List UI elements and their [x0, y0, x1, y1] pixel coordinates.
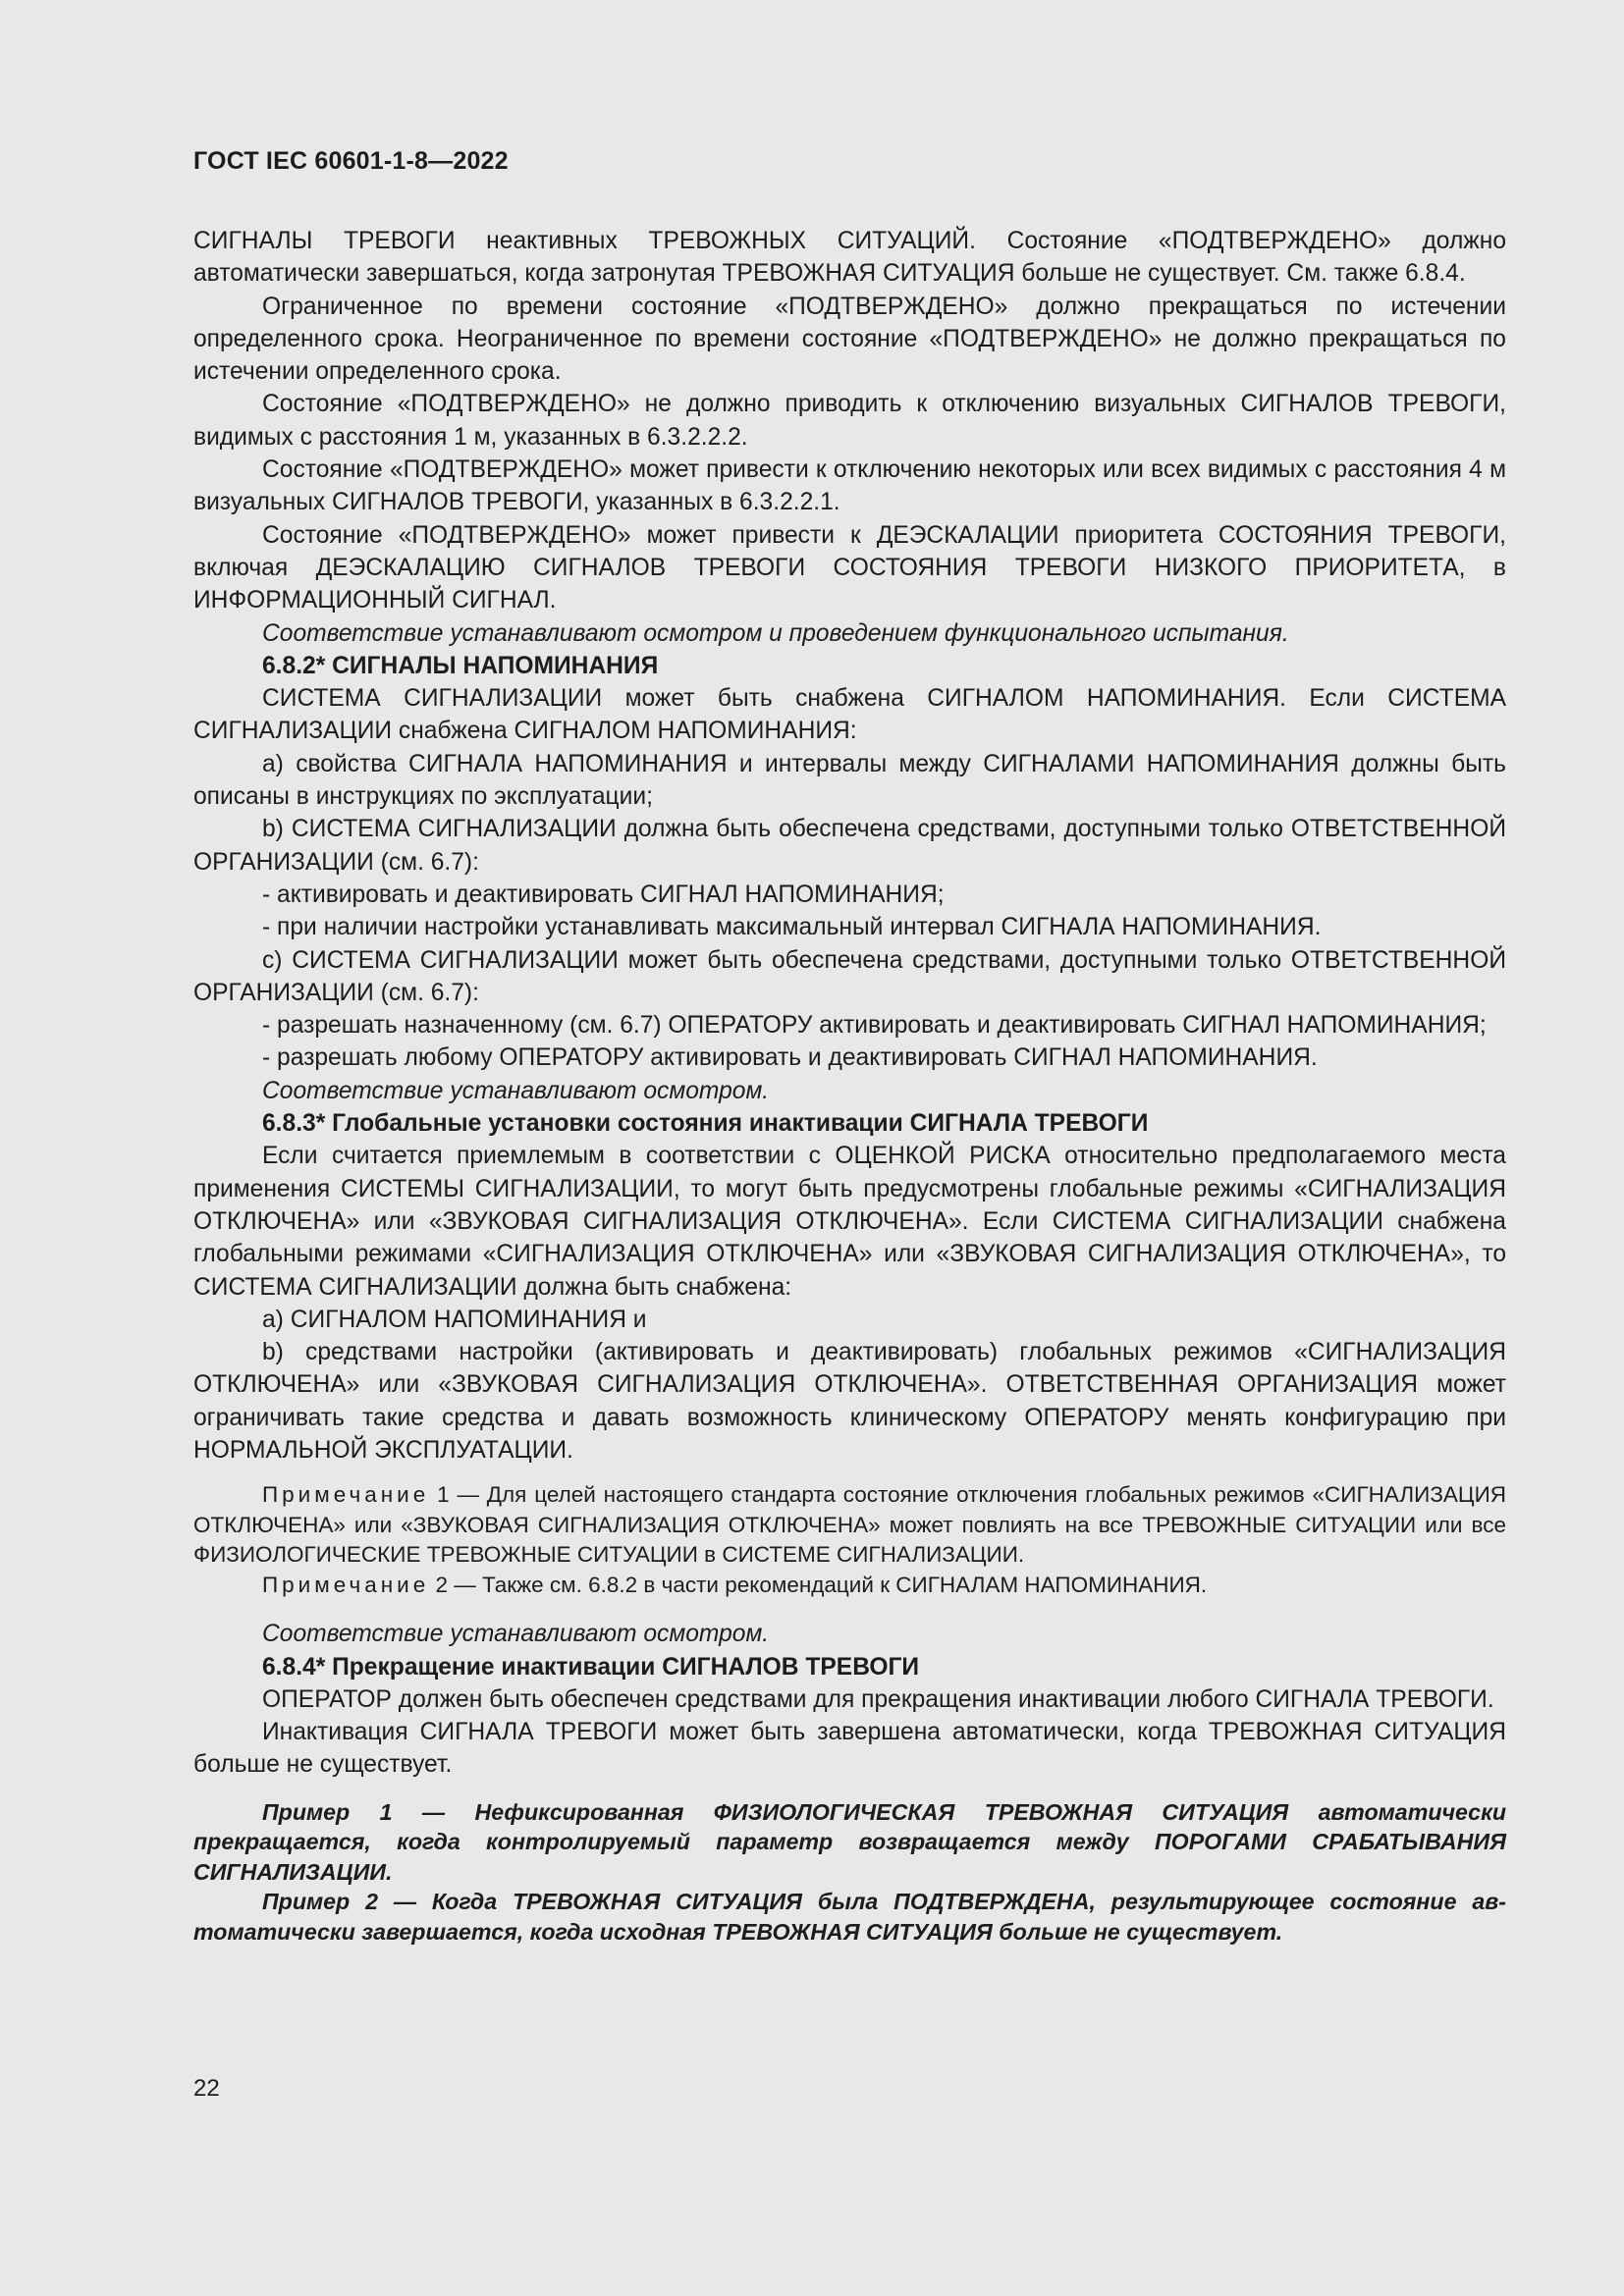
compliance-statement: Соответствие устанавливают осмотром и проведением функционального испытания.	[262, 619, 1289, 647]
note-label: Примечание	[262, 1572, 430, 1597]
paragraph: Состояние «ПОДТВЕРЖДЕНО» может привести к ДЕЭСКАЛАЦИИ приоритета СОСТОЯНИЯ ТРЕВОГИ, включая ДЕЭСКАЛАЦИЮ СИГНАЛОВ ТРЕВОГИ СОСТОЯНИЯ ТРЕВОГИ НИЗКОГО ПРИОРИТЕТА, в ИНФОРМАЦИОННЫЙ СИГНАЛ.	[193, 521, 1506, 614]
note-1	[193, 1480, 1506, 1571]
sub-list-item: - разрешать любому ОПЕРАТОРУ активировать и деактивировать СИГНАЛ НАПОМИНАНИЯ.	[262, 1044, 1318, 1072]
document-header: ГОСТ IEC 60601-1-8—2022	[193, 147, 509, 175]
list-item: b) СИСТЕМА СИГНАЛИЗАЦИИ должна быть обеспечена средствами, доступными только ОТВЕТСТВЕННОЙ ОРГАНИЗАЦИИ (см. 6.7):	[193, 816, 1506, 876]
paragraph: ОПЕРАТОР должен быть обеспечен средствами для прекращения инактивации любого СИГНАЛА ТРЕВОГИ.	[262, 1685, 1494, 1713]
example-1: Пример 1 — Нефиксированная ФИЗИОЛОГИЧЕСКАЯ ТРЕВОЖНАЯ СИТУАЦИЯ автоматически прекращается, когда контролируемый параметр возвращается между ПОРОГАМИ СРАБАТЫВАНИЯ СИГНАЛИЗАЦИИ.	[193, 1798, 1506, 1885]
section-heading-6-8-4: 6.8.4* Прекращение инактивации СИГНАЛОВ ТРЕВОГИ	[262, 1653, 920, 1681]
paragraph: Инактивация СИГНАЛА ТРЕВОГИ может быть завершена автоматически, когда ТРЕВОЖНАЯ СИТУАЦИЯ больше не существует.	[193, 1719, 1506, 1779]
sub-list-item: - активировать и деактивировать СИГНАЛ НАПОМИНАНИЯ;	[262, 881, 945, 908]
section-heading-6-8-2: 6.8.2* СИГНАЛЫ НАПОМИНАНИЯ	[262, 652, 659, 679]
page-body	[193, 225, 1506, 1947]
list-item: a) СИГНАЛОМ НАПОМИНАНИЯ и	[262, 1306, 647, 1333]
list-item: b) средствами настройки (активировать и деактивировать) глобальных режимов «СИГНАЛИЗАЦИЯ ОТКЛЮЧЕНА» или «ЗВУКОВАЯ СИГНАЛИЗАЦИЯ ОТКЛЮЧЕНА». ОТВЕТСТВЕННАЯ ОРГАНИЗАЦИЯ может ограничивать такие средства и давать возможность клиническому ОПЕРАТОРУ менять конфигурацию при НОРМАЛЬНОЙ ЭКСПЛУАТАЦИИ.	[193, 1339, 1506, 1464]
example-2: Пример 2 — Когда ТРЕВОЖНАЯ СИТУАЦИЯ была ПОДТВЕРЖДЕНА, результирующее состояние автоматически завершается, когда исходная ТРЕВОЖНАЯ СИТУАЦИЯ больше не существует.	[193, 1889, 1506, 1945]
paragraph: СИСТЕМА СИГНАЛИЗАЦИИ может быть снабжена СИГНАЛОМ НАПОМИНАНИЯ. Если СИСТЕМА СИГНАЛИЗАЦИИ снабжена СИГНАЛОМ НАПОМИНАНИЯ:	[193, 685, 1506, 745]
section-heading-6-8-3: 6.8.3* Глобальные установки состояния инактивации СИГНАЛА ТРЕВОГИ	[262, 1110, 1149, 1138]
note-text: 2 — Также см. 6.8.2 в части рекомендаций к СИГНАЛАМ НАПОМИНАНИЯ.	[429, 1572, 1208, 1597]
compliance-statement: Соответствие устанавливают осмотром.	[262, 1077, 770, 1104]
paragraph: Состояние «ПОДТВЕРЖДЕНО» может привести к отключению некоторых или всех видимых с расстояния 4 м визуальных СИГНАЛОВ ТРЕВОГИ, указанных в 6.3.2.2.1.	[193, 456, 1506, 516]
note-label: Примечание	[262, 1482, 430, 1508]
compliance-statement: Соответствие устанавливают осмотром.	[262, 1621, 770, 1648]
sub-list-item: - разрешать назначенному (см. 6.7) ОПЕРАТОРУ активировать и деактивировать СИГНАЛ НАПОМИНАНИЯ;	[262, 1012, 1487, 1040]
sub-list-item: - при наличии настройки устанавливать максимальный интервал СИГНАЛА НАПОМИНАНИЯ.	[262, 914, 1322, 941]
page-number: 22	[193, 2075, 220, 2102]
note-2	[193, 1571, 1506, 1601]
list-item: a) свойства СИГНАЛА НАПОМИНАНИЯ и интервалы между СИГНАЛАМИ НАПОМИНАНИЯ должны быть описаны в инструкциях по эксплуатации;	[193, 750, 1506, 811]
note-text: 1 — Для целей настоящего стандарта состояние отключения глобальных режимов «СИГНАЛИЗАЦИЯ ОТКЛЮЧЕНА» или «ЗВУКОВАЯ СИГНАЛИЗАЦИЯ ОТКЛЮЧЕНА» может повлиять на все ТРЕВОЖНЫЕ СИТУАЦИИ или все ФИЗИОЛОГИЧЕСКИЕ ТРЕВОЖНЫЕ СИТУАЦИИ в СИСТЕМЕ СИГНАЛИЗАЦИИ.	[193, 1482, 1506, 1568]
paragraph: Ограниченное по времени состояние «ПОДТВЕРЖДЕНО» должно прекращаться по истечении определенного срока. Неограниченное по времени состояние «ПОДТВЕРЖДЕНО» не должно прекращаться по истечении определенного срока.	[193, 293, 1506, 386]
paragraph: Если считается приемлемым в соответствии с ОЦЕНКОЙ РИСКА относительно предполагаемого места применения СИСТЕМЫ СИГНАЛИЗАЦИИ, то могут быть предусмотрены глобальные режимы «СИГНАЛИЗАЦИЯ ОТКЛЮЧЕНА» или «ЗВУКОВАЯ СИГНАЛИЗАЦИЯ ОТКЛЮЧЕНА». Если СИСТЕМА СИГНАЛИЗАЦИИ снабжена глобальными режимами «СИГНАЛИЗАЦИЯ ОТКЛЮЧЕНА» или «ЗВУКОВАЯ СИГНАЛИЗАЦИЯ ОТКЛЮЧЕНА», то СИСТЕМА СИГНАЛИЗАЦИИ должна быть снабжена:	[193, 1143, 1506, 1301]
paragraph: СИГНАЛЫ ТРЕВОГИ неактивных ТРЕВОЖНЫХ СИТУАЦИЙ. Состояние «ПОДТВЕРЖДЕНО» должно автоматически завершаться, когда затронутая ТРЕВОЖНАЯ СИТУАЦИЯ больше не существует. См. также 6.8.4.	[193, 228, 1506, 288]
paragraph: Состояние «ПОДТВЕРЖДЕНО» не должно приводить к отключению визуальных СИГНАЛОВ ТРЕВОГИ, видимых с расстояния 1 м, указанных в 6.3.2.2.2.	[193, 391, 1506, 451]
list-item: c) СИСТЕМА СИГНАЛИЗАЦИИ может быть обеспечена средствами, доступными только ОТВЕТСТВЕННОЙ ОРГАНИЗАЦИИ (см. 6.7):	[193, 946, 1506, 1006]
